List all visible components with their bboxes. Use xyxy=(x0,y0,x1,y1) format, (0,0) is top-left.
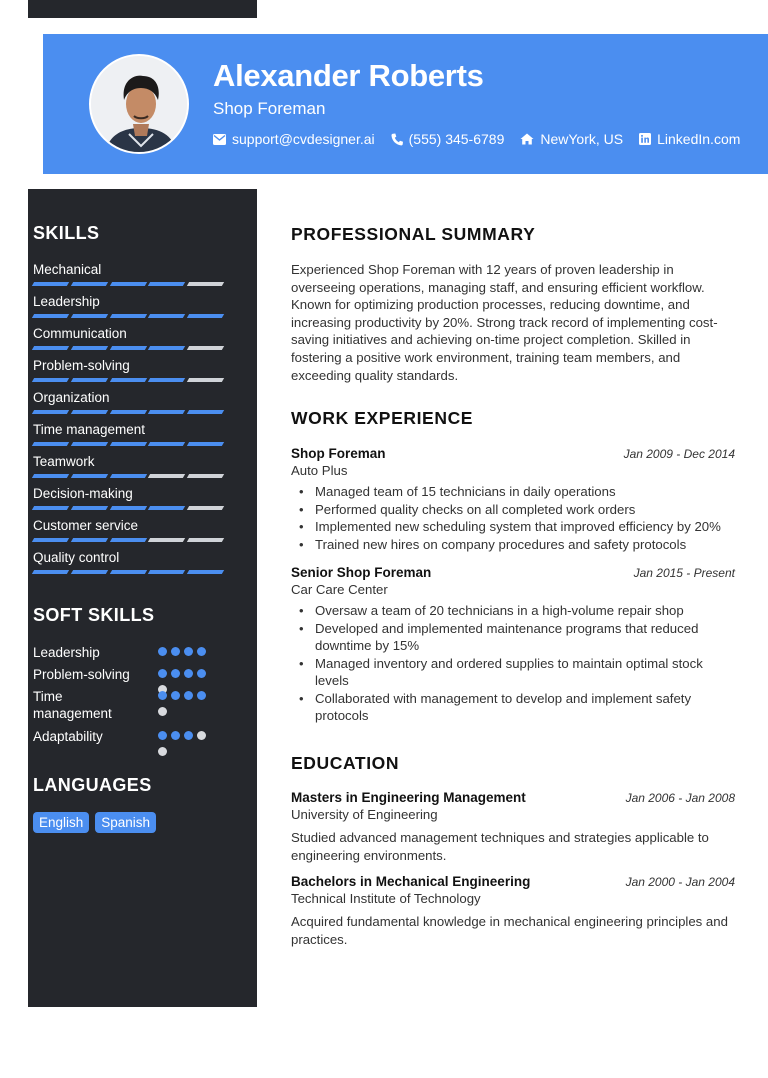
skill-level-segment xyxy=(32,410,69,414)
degree-title: Masters in Engineering Management xyxy=(291,790,526,805)
school-name: University of Engineering xyxy=(291,807,438,822)
skill-item xyxy=(33,262,223,286)
skill-item xyxy=(33,294,223,318)
skill-level-bar xyxy=(33,410,223,414)
degree-title: Bachelors in Mechanical Engineering xyxy=(291,874,531,889)
skill-level-segment xyxy=(71,474,108,478)
skill-level-segment xyxy=(109,410,146,414)
contact-linkedin[interactable] xyxy=(639,131,740,147)
skill-level-segment xyxy=(187,410,224,414)
job-entry xyxy=(291,565,735,725)
skill-level-bar xyxy=(33,442,223,446)
skill-label: Time management xyxy=(33,422,146,437)
skill-level-segment xyxy=(187,506,224,510)
soft-skill-label: Adaptability xyxy=(33,729,103,744)
soft-skill-label: Problem-solving xyxy=(33,667,130,682)
job-bullet: • Developed and implemented maintenance programs that reduced downtime by 15% xyxy=(291,620,735,655)
skill-level-segment xyxy=(71,314,108,318)
skill-level-bar xyxy=(33,346,223,350)
job-title: Shop Foreman xyxy=(291,446,386,461)
soft-skill-label: Leadership xyxy=(33,645,100,660)
skill-level-segment xyxy=(109,442,146,446)
skill-level-segment xyxy=(187,538,224,542)
skill-label: Leadership xyxy=(33,294,100,309)
skill-level-segment xyxy=(32,570,69,574)
rating-dot xyxy=(171,669,180,678)
contact-phone[interactable] xyxy=(391,131,505,147)
skill-label: Organization xyxy=(33,390,110,405)
phone-icon xyxy=(391,133,403,146)
skill-item xyxy=(33,422,223,446)
rating-dot xyxy=(158,707,167,716)
skill-level-segment xyxy=(109,538,146,542)
degree-description: Studied advanced management techniques and strategies applicable to engineering environments. xyxy=(291,830,709,863)
skill-item xyxy=(33,390,223,414)
skill-level-segment xyxy=(32,506,69,510)
skill-level-segment xyxy=(187,282,224,286)
rating-dot xyxy=(197,647,206,656)
skill-level-bar xyxy=(33,570,223,574)
skill-level-segment xyxy=(148,506,185,510)
skill-label: Mechanical xyxy=(33,262,102,277)
skill-level-segment xyxy=(148,570,185,574)
job-bullet: • Trained new hires on company procedures and safety protocols xyxy=(291,536,735,554)
skill-level-segment xyxy=(71,282,108,286)
skill-level-segment xyxy=(109,506,146,510)
rating-dot xyxy=(158,691,167,700)
skill-level-segment xyxy=(109,474,146,478)
job-bullet: • Managed team of 15 technicians in daily operations xyxy=(291,483,735,501)
skill-level-bar xyxy=(33,506,223,510)
job-company: Car Care Center xyxy=(291,582,388,597)
skill-level-segment xyxy=(32,474,69,478)
job-bullet: • Collaborated with management to develop and implement safety protocols xyxy=(291,690,735,725)
skill-level-segment xyxy=(187,346,224,350)
skill-level-segment xyxy=(187,474,224,478)
rating-dot xyxy=(158,669,167,678)
skill-level-segment xyxy=(148,346,185,350)
rating-dot xyxy=(197,731,206,740)
skill-level-segment xyxy=(32,282,69,286)
skill-level-bar xyxy=(33,282,223,286)
avatar xyxy=(89,54,189,154)
rating-dot xyxy=(158,731,167,740)
education-title: EDUCATION xyxy=(291,753,400,773)
language-badge: Spanish xyxy=(95,812,156,833)
skill-item xyxy=(33,326,223,350)
skill-level-segment xyxy=(109,282,146,286)
skill-level-segment xyxy=(148,442,185,446)
header xyxy=(43,34,768,174)
summary-text: Experienced Shop Foreman with 12 years of proven leadership in overseeing operations, managing staff, and ensuring efficient workflow. Known for optimizing production processes, reducing downtime, and increasing productivity by 20%. Strong track record of implementing cost-saving initiatives and achieving on-time project completion. Skilled in fostering a positive work environment, training team members, and exceeding quality standards. xyxy=(291,262,718,383)
candidate-name: Alexander Roberts xyxy=(213,58,484,93)
degree-description: Acquired fundamental knowledge in mechanical engineering principles and practices. xyxy=(291,914,728,947)
skill-level-segment xyxy=(187,378,224,382)
contact-row xyxy=(213,131,740,147)
skills-title: SKILLS xyxy=(33,223,100,243)
degree-dates: Jan 2000 - Jan 2004 xyxy=(625,875,735,889)
skill-level-segment xyxy=(109,314,146,318)
skill-level-segment xyxy=(148,378,185,382)
skill-level-segment xyxy=(187,570,224,574)
skill-level-segment xyxy=(71,378,108,382)
job-bullet: • Implemented new scheduling system that improved efficiency by 20% xyxy=(291,518,735,536)
school-name: Technical Institute of Technology xyxy=(291,891,481,906)
job-company: Auto Plus xyxy=(291,463,348,478)
skill-level-segment xyxy=(32,314,69,318)
rating-dot xyxy=(197,669,206,678)
skill-level-segment xyxy=(71,346,108,350)
job-bullet: • Oversaw a team of 20 technicians in a high-volume repair shop xyxy=(291,602,735,620)
skill-level-segment xyxy=(148,474,185,478)
rating-dot xyxy=(158,647,167,656)
education-entry xyxy=(291,874,735,948)
skill-item xyxy=(33,518,223,542)
job-bullet: • Managed inventory and ordered supplies to maintain optimal stock levels xyxy=(291,655,735,690)
skill-label: Teamwork xyxy=(33,454,95,469)
job-dates: Jan 2009 - Dec 2014 xyxy=(623,447,735,461)
email-icon xyxy=(213,134,226,145)
languages-list xyxy=(33,812,156,833)
degree-dates: Jan 2006 - Jan 2008 xyxy=(625,791,735,805)
skill-level-segment xyxy=(32,378,69,382)
skill-level-segment xyxy=(148,314,185,318)
skill-level-segment xyxy=(148,410,185,414)
rating-dot xyxy=(158,747,167,756)
job-title: Senior Shop Foreman xyxy=(291,565,432,580)
skill-level-bar xyxy=(33,538,223,542)
skill-level-segment xyxy=(109,570,146,574)
soft-skill-label: Time management xyxy=(33,689,112,721)
skill-level-segment xyxy=(187,314,224,318)
skill-label: Customer service xyxy=(33,518,139,533)
skill-item xyxy=(33,358,223,382)
contact-email[interactable] xyxy=(213,131,375,147)
skill-level-bar xyxy=(33,378,223,382)
skill-level-segment xyxy=(71,570,108,574)
skill-label: Problem-solving xyxy=(33,358,130,373)
home-icon xyxy=(520,133,534,145)
skill-level-segment xyxy=(71,410,108,414)
skill-level-segment xyxy=(71,506,108,510)
skill-level-bar xyxy=(33,474,223,478)
education-entry xyxy=(291,790,735,864)
linkedin-icon xyxy=(639,133,651,145)
skill-level-segment xyxy=(71,538,108,542)
skill-item xyxy=(33,486,223,510)
skill-level-bar xyxy=(33,314,223,318)
rating-dot xyxy=(171,731,180,740)
job-entry xyxy=(291,446,735,553)
skill-label: Communication xyxy=(33,326,127,341)
experience-title: WORK EXPERIENCE xyxy=(291,408,474,428)
rating-dot xyxy=(171,647,180,656)
languages-title: LANGUAGES xyxy=(33,775,152,795)
soft-skills-title: SOFT SKILLS xyxy=(33,605,155,625)
rating-dot xyxy=(197,691,206,700)
location-text: NewYork, US xyxy=(540,131,624,147)
contact-location xyxy=(520,131,623,147)
summary-title: PROFESSIONAL SUMMARY xyxy=(291,224,536,244)
rating-dot xyxy=(171,691,180,700)
skill-label: Quality control xyxy=(33,550,120,565)
job-bullets xyxy=(291,483,735,553)
rating-dot xyxy=(184,691,193,700)
skill-level-segment xyxy=(32,442,69,446)
linkedin-text: LinkedIn.com xyxy=(657,131,741,147)
email-text: support@cvdesigner.ai xyxy=(232,131,375,147)
rating-dot xyxy=(184,669,193,678)
skill-level-segment xyxy=(148,538,185,542)
skill-level-segment xyxy=(109,346,146,350)
phone-text: (555) 345-6789 xyxy=(408,131,505,147)
skill-level-segment xyxy=(187,442,224,446)
skill-level-segment xyxy=(32,346,69,350)
candidate-role: Shop Foreman xyxy=(213,99,326,118)
skill-item xyxy=(33,550,223,574)
skill-level-segment xyxy=(32,538,69,542)
skill-level-segment xyxy=(109,378,146,382)
soft-skill-rating xyxy=(158,647,218,656)
job-dates: Jan 2015 - Present xyxy=(633,566,735,580)
skill-item xyxy=(33,454,223,478)
skill-level-segment xyxy=(148,282,185,286)
rating-dot xyxy=(184,731,193,740)
language-badge: English xyxy=(33,812,89,833)
soft-skill-rating xyxy=(158,731,218,756)
rating-dot xyxy=(184,647,193,656)
soft-skill-rating xyxy=(158,691,218,716)
job-bullet: • Performed quality checks on all completed work orders xyxy=(291,501,735,519)
skill-level-segment xyxy=(71,442,108,446)
job-bullets xyxy=(291,602,735,725)
skill-label: Decision-making xyxy=(33,486,133,501)
